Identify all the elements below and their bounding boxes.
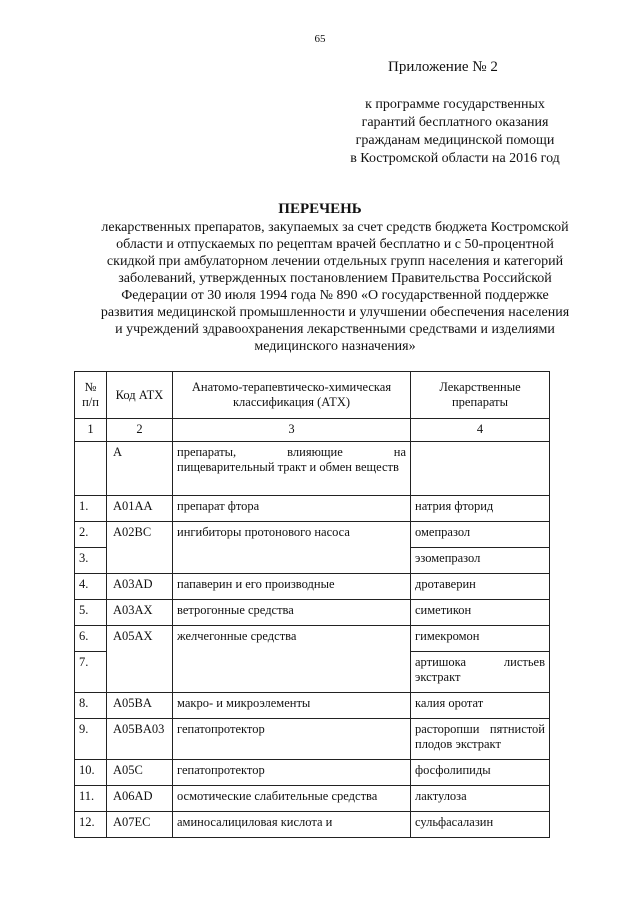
cell-classification: ингибиторы протонового насоса [173,522,411,574]
cell-drug: сульфасалазин [411,812,550,838]
cell-num [75,442,107,496]
table-row [75,812,550,838]
cell-drug: симетикон [411,600,550,626]
cell-num: 4. [75,574,107,600]
table-row [75,719,550,760]
cell-num: 10. [75,760,107,786]
cell-num: 1. [75,496,107,522]
cell-code: A05BA [107,693,173,719]
cell-code: A03AX [107,600,173,626]
cell-code: A02BC [107,522,173,574]
cell-num: 9. [75,719,107,760]
subtitle-line: скидкой при амбулаторном лечении отдельных групп населения и категорий [106,254,564,269]
cell-classification: желчегонные средства [173,626,411,693]
list-title: ПЕРЕЧЕНЬ [278,201,362,217]
cell-classification: гепатопротектор [173,719,411,760]
cell-classification: аминосалициловая кислота и [173,812,411,838]
cell-code: А [107,442,173,496]
header-code: Код АТХ [107,372,173,419]
cell-drug: эзомепразол [411,548,550,574]
cell-code: A07EC [107,812,173,838]
column-number: 2 [107,419,173,442]
header-num: № п/п [75,372,107,419]
cell-drug [411,442,550,496]
cell-drug: омепразол [411,522,550,548]
cell-drug: натрия фторид [411,496,550,522]
cell-num: 8. [75,693,107,719]
cell-num: 7. [75,652,107,693]
program-line: гражданам медицинской помощи [355,133,555,148]
subtitle-line: области и отпускаемых по рецептам врачей бесплатно и с 50-процентной [116,237,554,252]
subtitle-line: медицинского назначения» [254,339,416,354]
cell-drug: лактулоза [411,786,550,812]
table-header-row [75,372,550,419]
appendix-title: Приложение № 2 [388,59,498,75]
table-row [75,760,550,786]
cell-drug: дротаверин [411,574,550,600]
cell-code: A05C [107,760,173,786]
table-row [75,522,550,548]
cell-classification: гепатопротектор [173,760,411,786]
cell-drug: калия оротат [411,693,550,719]
program-line: гарантий бесплатного оказания [361,115,549,130]
cell-drug: гимекромон [411,626,550,652]
cell-num: 3. [75,548,107,574]
subtitle-line: лекарственных препаратов, закупаемых за счет средств бюджета Костромской [101,220,569,235]
cell-drug: артишока листьев экстракт [411,652,550,693]
cell-code: A01AA [107,496,173,522]
cell-classification: препарат фтора [173,496,411,522]
column-number-row [75,419,550,442]
cell-code: A05BA03 [107,719,173,760]
cell-num: 5. [75,600,107,626]
page-number: 65 [314,33,326,45]
subtitle-line: Федерации от 30 июля 1994 года № 890 «О государственной поддержке [121,288,549,303]
table-row-group [75,442,550,496]
cell-code: A06AD [107,786,173,812]
cell-code: A05AX [107,626,173,693]
table-row [75,693,550,719]
cell-classification: макро- и микроэлементы [173,693,411,719]
program-line: к программе государственных [365,97,545,112]
cell-classification: осмотические слабительные средства [173,786,411,812]
cell-drug: фосфолипиды [411,760,550,786]
column-number: 1 [75,419,107,442]
cell-classification: папаверин и его производные [173,574,411,600]
subtitle-line: развития медицинской промышленности и улучшении обеспечения населения [100,305,570,320]
cell-num: 12. [75,812,107,838]
drug-list-table [74,371,550,838]
cell-classification: препараты, влияющие на пищеварительный тракт и обмен веществ [173,442,411,496]
table-row [75,786,550,812]
program-reference [320,96,590,168]
cell-num: 11. [75,786,107,812]
cell-num: 2. [75,522,107,548]
cell-code: A03AD [107,574,173,600]
cell-drug: расторопши пятнистой плодов экстракт [411,719,550,760]
subtitle-line: и учреждений здравоохранения лекарственными средствами и изделиями [115,322,555,337]
header-drugs: Лекарственные препараты [411,372,550,419]
subtitle-line: заболеваний, утвержденных постановлением Правительства Российской [118,271,552,286]
cell-num: 6. [75,626,107,652]
column-number: 3 [173,419,411,442]
program-line: в Костромской области на 2016 год [350,151,560,166]
header-classification: Анатомо-терапевтическо-химическая классификация (АТХ) [173,372,411,419]
column-number: 4 [411,419,550,442]
table-row [75,496,550,522]
table-row [75,574,550,600]
list-subtitle [85,219,585,355]
cell-classification: ветрогонные средства [173,600,411,626]
table-row [75,600,550,626]
table-row [75,626,550,652]
